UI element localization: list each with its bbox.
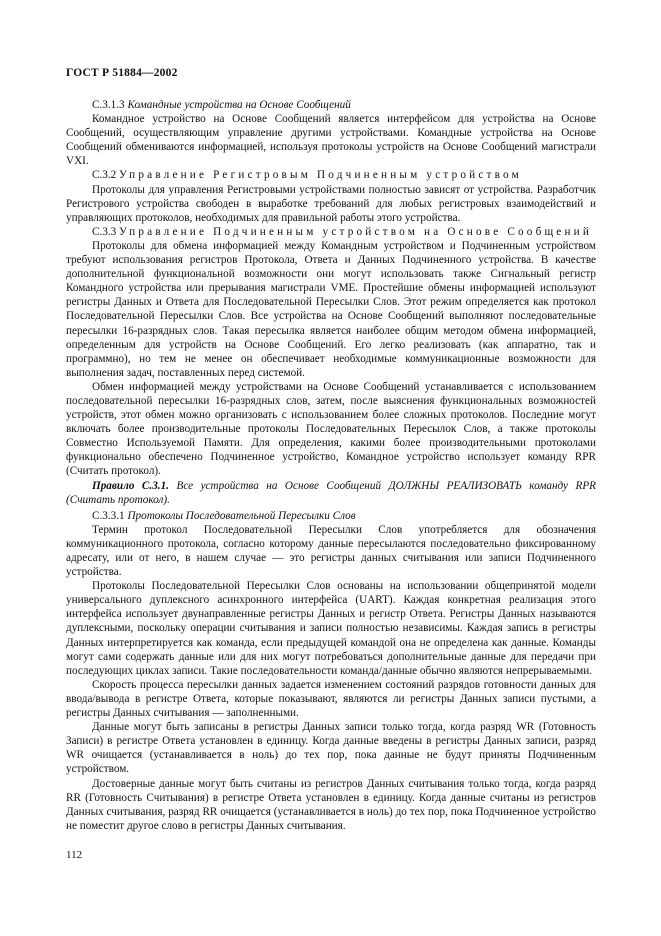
paragraph: Командное устройство на Основе Сообщений является интерфейсом для устройства на Основе Сообщений, осуществляющим управление другими устройствами. Командные устройства на Основе Сообщений обмениваются информацией, используя протоколы устройств на Основе Сообщений магистрали VXI. [66,113,596,168]
paragraph: Данные могут быть записаны в регистры Данных записи только тогда, когда разряд WR (Готовность Записи) в регистре Ответа установлен в единицу. Когда данные введены в регистры Данных записи, разряд WR очищается (устанавливается в ноль) до тех пор, пока данные не будут приняты Подчиненным устройством. [66,721,596,776]
section-number: С.3.3.1 [92,509,125,522]
section-title: Управление Регистровым Подчиненным устройством [119,169,522,182]
rule-text: Все устройства на Основе Сообщений ДОЛЖНЫ РЕАЛИЗОВАТЬ команду RPR (Считать протокол). [66,479,596,506]
section-heading [66,509,596,523]
paragraph: Протоколы для управления Регистровыми устройствами полностью зависят от устройства. Разработчик Регистрового устройства свободен в выработке требований для любых регистровых взаимодействий и управляющих протоколов, необходимых для правильной работы этого устройства. [66,183,596,224]
paragraph: Протоколы для обмена информацией между Командным устройством и Подчиненным устройством требуют использования регистров Протокола, Ответа и Данных Подчиненного устройства. В качестве дополнительной функциональной возможности они могут использовать также Сигнальный регистр Командного устройства или прерывания магистрали VME. Простейшие обмены информацией используют регистры Данных и Ответа для Последовательной Пересылки Слов. Этот режим определяется как протокол Последовательной Пересылки Слов. Все устройства на Основе Сообщений выполняют последовательные пересылки 16-разрядных слов. Такая пересылка является наиболее общим методом обмена информацией, определенным для устройств на Основе Сообщений. Его легко реализовать (как аппаратно, так и программно), но тем не менее он обеспечивает необходимые коммуникационные возможности для выполнения задач, поставленных перед системой. [66,239,596,379]
section-number: С.3.3 [92,225,117,238]
document-body [66,98,596,833]
section-title: Протоколы Последовательной Пересылки Слов [127,509,356,522]
section-number: С.3.1.3 [92,99,125,111]
section-title: Командные устройства на Основе Сообщений [127,99,351,111]
section-heading [66,225,596,239]
paragraph: Обмен информацией между устройствами на Основе Сообщений устанавливается с использованием последовательной пересылки 16-разрядных слов, затем, после выяснения функциональных возможностей устройств, этот обмен можно организовать с использованием более сложных протоколов. Последние могут включать более производительные протоколы Последовательных Пересылок Слов, а также протоколы Совместно Используемой Памяти. Для определения, какими более производительными протоколами функционально обеспечено Подчиненное устройство, Командное устройство использует команду RPR (Считать протокол). [66,380,596,478]
standard-header: ГОСТ Р 51884—2002 [66,67,178,79]
section-title: Управление Подчиненным устройством на Основе Сообщений [119,225,593,238]
rule-statement [66,479,596,507]
page-number: 112 [66,849,83,861]
paragraph: Скорость процесса пересылки данных задается изменением состояний разрядов готовности данных для ввода/вывода в регистре Ответа, которые показывают, являются ли регистры Данных записи пустыми, а регистры Данных считывания — заполненными. [66,678,596,720]
paragraph: Термин протокол Последовательной Пересылки Слов употребляется для обозначения коммуникационного протокола, согласно которому данные пересылаются последовательно фиксированному адресату, или от него, в нашем случае — это регистры данных считывания или записи Подчиненного устройства. [66,523,596,579]
paragraph: Протоколы Последовательной Пересылки Слов основаны на использовании общепринятой модели универсального дуплексного асинхронного интерфейса (UART). Каждая конкретная реализация этого интерфейса использует двунаправленные регистры Данных и регистр Ответа. Регистры Данных называются дуплексными, поскольку операции считывания и записи полностью независимы. Каждая запись в регистры Данных интерпретируется как команда, если предыдущей командой она не определена как данные. Команды могут сами содержать данные или для них могут потребоваться дополнительные данные для передачи при последующих циклах записи. Такие последовательности команда/данные обычно являются непрерываемыми. [66,580,596,677]
paragraph: Достоверные данные могут быть считаны из регистров Данных считывания только тогда, когда разряд RR (Готовность Считывания) в регистре Ответа установлен в единицу. Когда данные считаны из регистров Данных считывания, разряд RR очищается (устанавливается в ноль) до тех пор, пока Подчиненное устройство не поместит другое слово в регистры Данных считывания. [66,777,596,832]
section-number: С.3.2 [92,169,117,182]
section-heading [66,98,596,112]
section-heading [66,168,596,182]
rule-label: Правило С.3.1. [92,479,169,492]
